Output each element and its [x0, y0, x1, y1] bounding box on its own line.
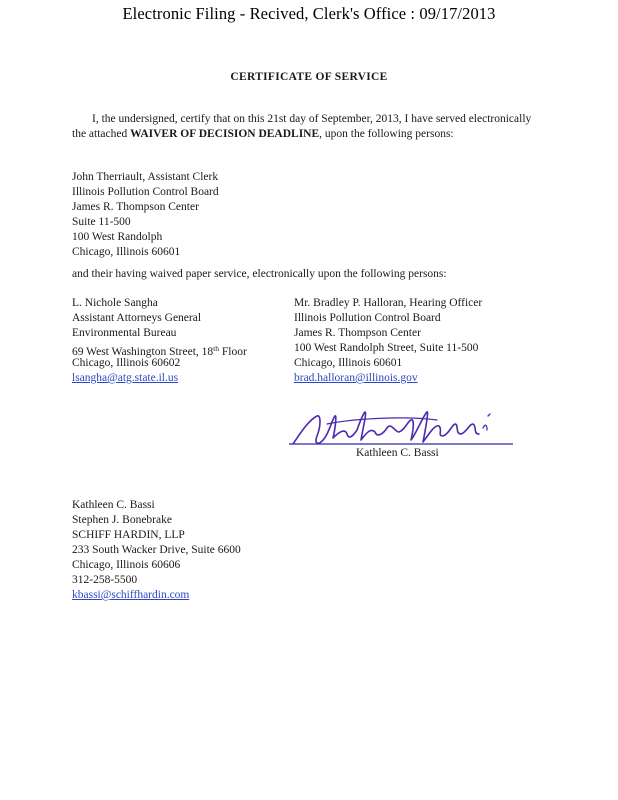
clerk-city: Chicago, Illinois 60601 [72, 246, 181, 258]
sender-city: Chicago, Illinois 60606 [72, 559, 181, 571]
handwritten-signature [287, 402, 517, 450]
recipient-left-block [72, 296, 247, 386]
clerk-suite: Suite 11-500 [72, 216, 131, 228]
street-main: 69 West Washington Street, 18 [72, 346, 214, 358]
recipient-right-organization: Illinois Pollution Control Board [294, 312, 441, 324]
paper-service-waived-text: and their having waived paper service, electronically upon the following persons: [72, 268, 447, 280]
document-title: CERTIFICATE OF SERVICE [230, 71, 388, 83]
clerk-organization: Illinois Pollution Control Board [72, 186, 219, 198]
signature-ink [293, 412, 479, 444]
recipient-right-street: 100 West Randolph Street, Suite 11-500 [294, 342, 479, 354]
recipient-left-title: Assistant Attorneys General [72, 312, 202, 324]
recipient-right-block [294, 296, 482, 386]
filing-stamp-header: Electronic Filing - Recived, Clerk's Office : 09/17/2013 [122, 4, 496, 23]
recipient-right-building: James R. Thompson Center [294, 327, 421, 339]
recipient-left-name: L. Nichole Sangha [72, 297, 158, 309]
signature-drawing [287, 402, 517, 450]
sender-name-secondary: Stephen J. Bonebrake [72, 514, 172, 526]
served-document-name: WAIVER OF DECISION DEADLINE [130, 128, 320, 140]
sender-name: Kathleen C. Bassi [72, 499, 155, 511]
signatory-printed-name: Kathleen C. Bassi [356, 447, 439, 459]
recipient-left-department: Environmental Bureau [72, 327, 177, 339]
recipient-left-street [72, 341, 247, 356]
sender-street: 233 South Wacker Drive, Suite 6600 [72, 544, 241, 556]
certification-paragraph [72, 112, 532, 142]
clerk-building: James R. Thompson Center [72, 201, 199, 213]
certification-text-end: , upon the following persons: [319, 128, 454, 140]
clerk-address-block [72, 170, 219, 260]
sender-firm: SCHIFF HARDIN, LLP [72, 529, 185, 541]
street-floor: Floor [219, 346, 247, 358]
sender-email-link[interactable]: kbassi@schiffhardin.com [72, 589, 190, 601]
clerk-name: John Therriault, Assistant Clerk [72, 171, 219, 183]
certification-text-start: I, the undersigned, certify that on this 21st day of September, 2013, I have served electronically the attached [72, 113, 532, 140]
street-superscript: th [213, 344, 219, 353]
recipient-right-city: Chicago, Illinois 60601 [294, 357, 403, 369]
recipient-right-email-link[interactable]: brad.halloran@illinois.gov [294, 372, 418, 384]
sender-phone: 312-258-5500 [72, 574, 138, 586]
sender-address-block [72, 498, 241, 603]
recipient-right-name: Mr. Bradley P. Halloran, Hearing Officer [294, 297, 483, 309]
recipient-left-email-link[interactable]: lsangha@atg.state.il.us [72, 372, 179, 384]
recipient-left-city: Chicago, Illinois 60602 [72, 357, 181, 369]
clerk-street: 100 West Randolph [72, 231, 163, 243]
